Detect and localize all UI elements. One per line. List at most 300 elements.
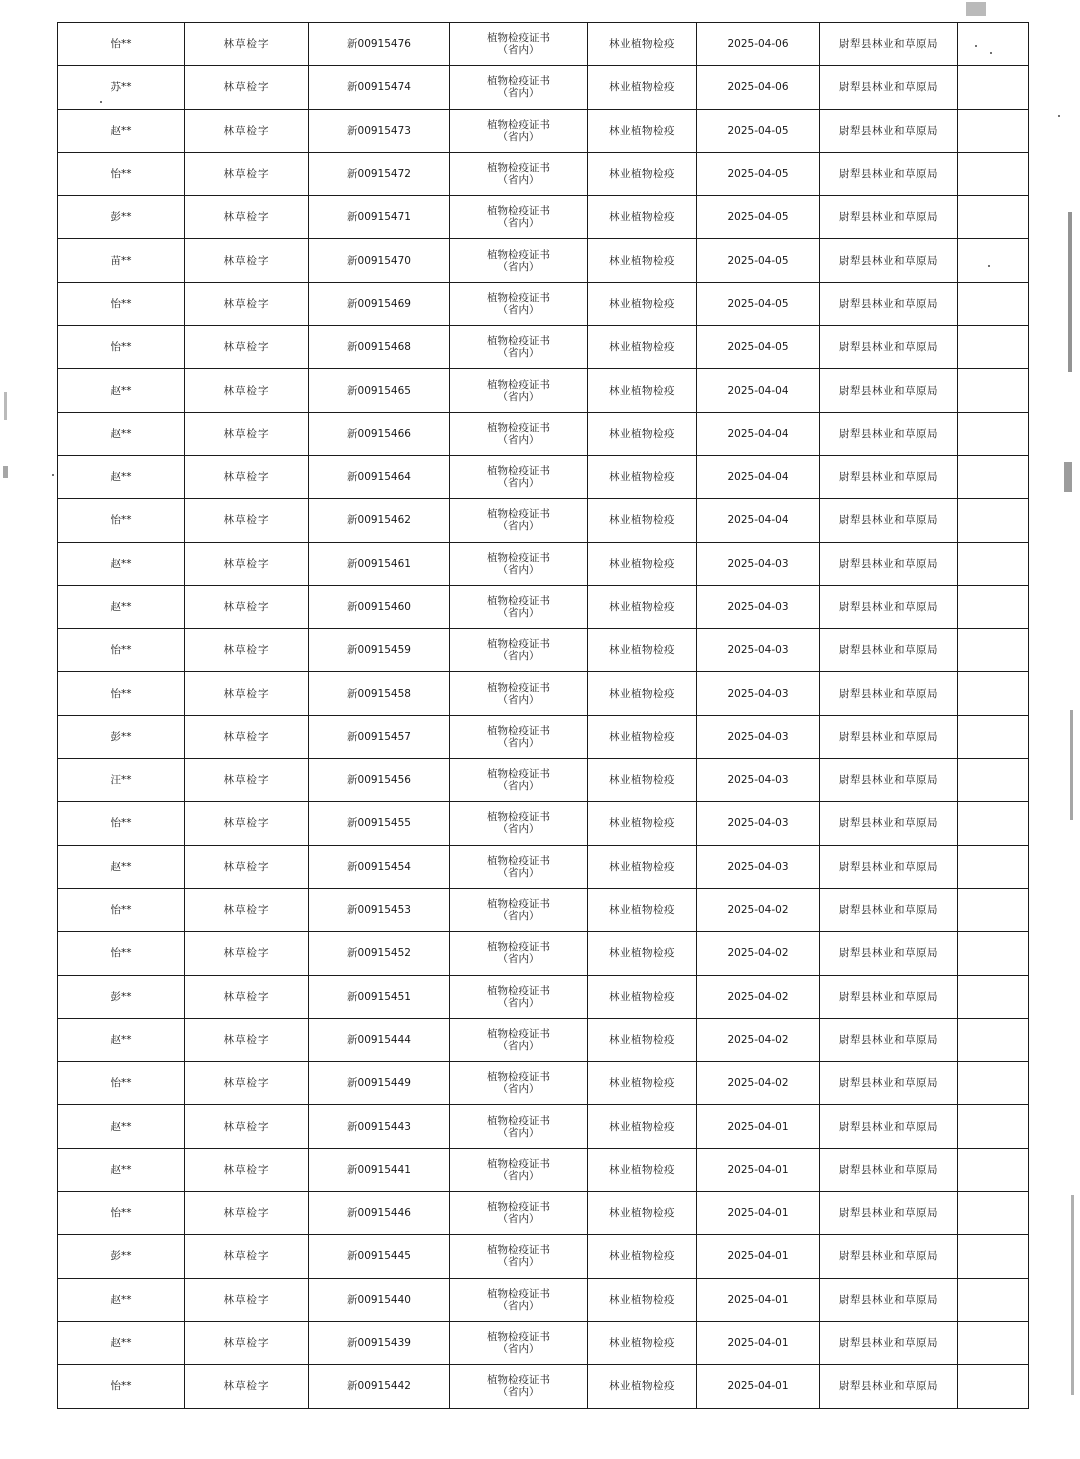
remark-cell [958, 1365, 1029, 1408]
certificate-type-line1: 植物检疫证书 [487, 465, 550, 478]
inspection-word-cell: 林草检字 [185, 66, 309, 109]
certificate-number-cell: 新00915452 [309, 932, 450, 975]
certificate-number-cell: 新00915449 [309, 1062, 450, 1105]
certificate-number-cell: 新00915453 [309, 888, 450, 931]
certificate-type-line1: 植物检疫证书 [487, 681, 550, 694]
inspection-word-cell: 林草检字 [185, 932, 309, 975]
inspection-word-cell: 林草检字 [185, 802, 309, 845]
certificate-type-line1: 植物检疫证书 [487, 1114, 550, 1127]
certificate-type-line2: （省内） [497, 347, 540, 360]
certificate-type-line2: （省内） [497, 174, 540, 187]
inspection-word-cell: 林草检字 [185, 412, 309, 455]
quarantine-category-cell: 林业植物检疫 [588, 585, 697, 628]
table-row [58, 1018, 1029, 1061]
applicant-name-cell: 怡** [58, 802, 185, 845]
table-row [58, 109, 1029, 152]
issuing-org-cell: 尉犁县林业和草原局 [820, 888, 958, 931]
remark-cell [958, 802, 1029, 845]
quarantine-category-cell: 林业植物检疫 [588, 23, 697, 66]
certificate-number-cell: 新00915460 [309, 585, 450, 628]
certificate-type-line1: 植物检疫证书 [487, 75, 550, 88]
issuing-org-cell: 尉犁县林业和草原局 [820, 1365, 958, 1408]
inspection-word-cell: 林草检字 [185, 1321, 309, 1364]
applicant-name-cell: 彭** [58, 196, 185, 239]
certificate-type-line1: 植物检疫证书 [487, 508, 550, 521]
remark-cell [958, 585, 1029, 628]
table-row [58, 412, 1029, 455]
scan-edge-mark-left-2 [3, 466, 8, 478]
remark-cell [958, 1148, 1029, 1191]
certificate-number-cell: 新00915476 [309, 23, 450, 66]
certificate-type-cell [450, 1018, 588, 1061]
quarantine-category-cell: 林业植物检疫 [588, 455, 697, 498]
issue-date-cell: 2025-04-02 [697, 1062, 820, 1105]
remark-cell [958, 715, 1029, 758]
remark-cell [958, 282, 1029, 325]
issuing-org-cell: 尉犁县林业和草原局 [820, 152, 958, 195]
certificate-type-line2: （省内） [497, 1169, 540, 1182]
quarantine-category-cell: 林业植物检疫 [588, 629, 697, 672]
certificate-type-line1: 植物检疫证书 [487, 1027, 550, 1040]
remark-cell [958, 109, 1029, 152]
inspection-word-cell: 林草检字 [185, 196, 309, 239]
document-sheet [57, 22, 1028, 1414]
inspection-word-cell: 林草检字 [185, 1105, 309, 1148]
applicant-name-cell: 赵** [58, 369, 185, 412]
inspection-word-cell: 林草检字 [185, 1148, 309, 1191]
certificate-type-line2: （省内） [497, 607, 540, 619]
table-row [58, 1235, 1029, 1278]
certificate-type-line2: （省内） [497, 44, 540, 57]
remark-cell [958, 1278, 1029, 1321]
remark-cell [958, 455, 1029, 498]
certificate-type-line1: 植物检疫证书 [487, 551, 550, 564]
inspection-word-cell: 林草检字 [185, 759, 309, 802]
table-row [58, 585, 1029, 628]
certificate-number-cell: 新00915457 [309, 715, 450, 758]
certificate-number-cell: 新00915441 [309, 1148, 450, 1191]
issue-date-cell: 2025-04-06 [697, 66, 820, 109]
inspection-word-cell: 林草检字 [185, 1235, 309, 1278]
issuing-org-cell: 尉犁县林业和草原局 [820, 1018, 958, 1061]
quarantine-category-cell: 林业植物检疫 [588, 715, 697, 758]
issue-date-cell: 2025-04-03 [697, 715, 820, 758]
remark-cell [958, 932, 1029, 975]
applicant-name-cell: 怡** [58, 932, 185, 975]
certificate-type-cell [450, 412, 588, 455]
issue-date-cell: 2025-04-03 [697, 759, 820, 802]
scan-edge-mark-right-2 [1070, 710, 1073, 820]
quarantine-category-cell: 林业植物检疫 [588, 66, 697, 109]
quarantine-category-cell: 林业植物检疫 [588, 412, 697, 455]
issuing-org-cell: 尉犁县林业和草原局 [820, 715, 958, 758]
remark-cell [958, 1235, 1029, 1278]
quarantine-category-cell: 林业植物检疫 [588, 845, 697, 888]
certificate-type-line2: （省内） [497, 780, 540, 793]
certificate-type-cell [450, 975, 588, 1018]
applicant-name-cell: 赵** [58, 1105, 185, 1148]
applicant-name-cell: 赵** [58, 1278, 185, 1321]
issuing-org-cell: 尉犁县林业和草原局 [820, 196, 958, 239]
inspection-word-cell: 林草检字 [185, 1365, 309, 1408]
remark-cell [958, 1321, 1029, 1364]
certificate-type-line2: （省内） [497, 260, 540, 273]
issuing-org-cell: 尉犁县林业和草原局 [820, 585, 958, 628]
table-row [58, 369, 1029, 412]
table-row [58, 326, 1029, 369]
issuing-org-cell: 尉犁县林业和草原局 [820, 542, 958, 585]
certificate-type-cell [450, 672, 588, 715]
issue-date-cell: 2025-04-01 [697, 1365, 820, 1408]
issue-date-cell: 2025-04-05 [697, 152, 820, 195]
table-row [58, 759, 1029, 802]
issuing-org-cell: 尉犁县林业和草原局 [820, 672, 958, 715]
issue-date-cell: 2025-04-05 [697, 282, 820, 325]
remark-cell [958, 888, 1029, 931]
certificate-type-line1: 植物检疫证书 [487, 941, 550, 954]
remark-cell [958, 1105, 1029, 1148]
quarantine-category-cell: 林业植物检疫 [588, 1192, 697, 1235]
certificate-type-line2: （省内） [497, 1213, 540, 1226]
quarantine-category-cell: 林业植物检疫 [588, 1018, 697, 1061]
certificate-type-line1: 植物检疫证书 [487, 768, 550, 781]
certificate-type-cell [450, 1105, 588, 1148]
applicant-name-cell: 怡** [58, 326, 185, 369]
quarantine-category-cell: 林业植物检疫 [588, 802, 697, 845]
applicant-name-cell: 赵** [58, 1321, 185, 1364]
remark-cell [958, 369, 1029, 412]
certificate-type-line1: 植物检疫证书 [487, 248, 550, 261]
issue-date-cell: 2025-04-02 [697, 975, 820, 1018]
issue-date-cell: 2025-04-02 [697, 932, 820, 975]
certificate-type-cell [450, 802, 588, 845]
issuing-org-cell: 尉犁县林业和草原局 [820, 975, 958, 1018]
certificate-number-cell: 新00915465 [309, 369, 450, 412]
remark-cell [958, 239, 1029, 282]
certificate-type-line1: 植物检疫证书 [487, 205, 550, 218]
table-row [58, 888, 1029, 931]
certificate-type-cell [450, 196, 588, 239]
issuing-org-cell: 尉犁县林业和草原局 [820, 455, 958, 498]
certificate-type-line2: （省内） [497, 996, 540, 1009]
remark-cell [958, 672, 1029, 715]
scan-edge-mark-right-4 [1064, 462, 1072, 492]
quarantine-category-cell: 林业植物检疫 [588, 369, 697, 412]
quarantine-category-cell: 林业植物检疫 [588, 1321, 697, 1364]
table-row [58, 66, 1029, 109]
certificate-type-line1: 植物检疫证书 [487, 291, 550, 304]
table-row [58, 802, 1029, 845]
issuing-org-cell: 尉犁县林业和草原局 [820, 1235, 958, 1278]
remark-cell [958, 975, 1029, 1018]
applicant-name-cell: 怡** [58, 888, 185, 931]
inspection-word-cell: 林草检字 [185, 715, 309, 758]
quarantine-category-cell: 林业植物检疫 [588, 932, 697, 975]
issue-date-cell: 2025-04-04 [697, 369, 820, 412]
table-row [58, 1321, 1029, 1364]
issuing-org-cell: 尉犁县林业和草原局 [820, 802, 958, 845]
quarantine-category-cell: 林业植物检疫 [588, 888, 697, 931]
certificate-type-line2: （省内） [497, 866, 540, 879]
certificate-type-cell [450, 109, 588, 152]
inspection-word-cell: 林草检字 [185, 585, 309, 628]
issuing-org-cell: 尉犁县林业和草原局 [820, 109, 958, 152]
certificate-type-line1: 植物检疫证书 [487, 1071, 550, 1084]
scan-speck [1058, 115, 1060, 117]
certificate-number-cell: 新00915458 [309, 672, 450, 715]
certificate-type-line2: （省内） [497, 1299, 540, 1312]
applicant-name-cell: 怡** [58, 282, 185, 325]
issue-date-cell: 2025-04-05 [697, 326, 820, 369]
table-row [58, 1365, 1029, 1408]
certificate-number-cell: 新00915440 [309, 1278, 450, 1321]
certificate-number-cell: 新00915443 [309, 1105, 450, 1148]
table-row [58, 1105, 1029, 1148]
table-row [58, 932, 1029, 975]
issuing-org-cell: 尉犁县林业和草原局 [820, 282, 958, 325]
scan-edge-mark-right-1 [1068, 212, 1072, 372]
certificate-number-cell: 新00915472 [309, 152, 450, 195]
certificate-type-line1: 植物检疫证书 [487, 638, 550, 651]
certificate-type-cell [450, 1278, 588, 1321]
certificate-number-cell: 新00915470 [309, 239, 450, 282]
remark-cell [958, 196, 1029, 239]
certificate-type-line1: 植物检疫证书 [487, 1331, 550, 1344]
issue-date-cell: 2025-04-01 [697, 1148, 820, 1191]
table-body [58, 23, 1029, 1409]
issue-date-cell: 2025-04-05 [697, 196, 820, 239]
inspection-word-cell: 林草检字 [185, 1018, 309, 1061]
certificate-type-cell [450, 66, 588, 109]
issue-date-cell: 2025-04-01 [697, 1192, 820, 1235]
certificate-type-line2: （省内） [497, 953, 540, 966]
certificate-type-line1: 植物检疫证书 [487, 811, 550, 824]
applicant-name-cell: 赵** [58, 585, 185, 628]
quarantine-category-cell: 林业植物检疫 [588, 1105, 697, 1148]
issuing-org-cell: 尉犁县林业和草原局 [820, 759, 958, 802]
certificate-type-cell [450, 1062, 588, 1105]
certificate-number-cell: 新00915468 [309, 326, 450, 369]
issue-date-cell: 2025-04-06 [697, 23, 820, 66]
issue-date-cell: 2025-04-01 [697, 1105, 820, 1148]
quarantine-category-cell: 林业植物检疫 [588, 499, 697, 542]
issue-date-cell: 2025-04-03 [697, 542, 820, 585]
issue-date-cell: 2025-04-02 [697, 1018, 820, 1061]
certificate-type-line1: 植物检疫证书 [487, 1244, 550, 1257]
applicant-name-cell: 赵** [58, 1018, 185, 1061]
certificate-number-cell: 新00915444 [309, 1018, 450, 1061]
quarantine-category-cell: 林业植物检疫 [588, 1148, 697, 1191]
certificate-type-cell [450, 932, 588, 975]
certificate-type-cell [450, 369, 588, 412]
certificate-number-cell: 新00915439 [309, 1321, 450, 1364]
table-row [58, 282, 1029, 325]
inspection-word-cell: 林草检字 [185, 109, 309, 152]
issuing-org-cell: 尉犁县林业和草原局 [820, 1148, 958, 1191]
applicant-name-cell: 赵** [58, 845, 185, 888]
issue-date-cell: 2025-04-03 [697, 672, 820, 715]
certificate-type-line2: （省内） [497, 1083, 540, 1096]
applicant-name-cell: 怡** [58, 629, 185, 672]
applicant-name-cell: 怡** [58, 1192, 185, 1235]
quarantine-category-cell: 林业植物检疫 [588, 1278, 697, 1321]
certificate-number-cell: 新00915461 [309, 542, 450, 585]
certificate-type-line1: 植物检疫证书 [487, 421, 550, 434]
applicant-name-cell: 怡** [58, 672, 185, 715]
certificate-type-line2: （省内） [497, 650, 540, 663]
quarantine-category-cell: 林业植物检疫 [588, 672, 697, 715]
certificate-type-cell [450, 152, 588, 195]
remark-cell [958, 23, 1029, 66]
applicant-name-cell: 怡** [58, 499, 185, 542]
issuing-org-cell: 尉犁县林业和草原局 [820, 932, 958, 975]
certificate-type-line2: （省内） [497, 1386, 540, 1399]
issue-date-cell: 2025-04-05 [697, 109, 820, 152]
certificate-type-line2: （省内） [497, 303, 540, 316]
certificate-type-line1: 植物检疫证书 [487, 1201, 550, 1214]
issuing-org-cell: 尉犁县林业和草原局 [820, 23, 958, 66]
inspection-word-cell: 林草检字 [185, 888, 309, 931]
applicant-name-cell: 怡** [58, 1365, 185, 1408]
certificate-number-cell: 新00915464 [309, 455, 450, 498]
quarantine-category-cell: 林业植物检疫 [588, 196, 697, 239]
certificate-type-line1: 植物检疫证书 [487, 378, 550, 391]
certificate-type-cell [450, 715, 588, 758]
certificate-number-cell: 新00915459 [309, 629, 450, 672]
scan-speck [52, 474, 54, 476]
quarantine-category-cell: 林业植物检疫 [588, 326, 697, 369]
inspection-word-cell: 林草检字 [185, 672, 309, 715]
issuing-org-cell: 尉犁县林业和草原局 [820, 1105, 958, 1148]
certificate-type-line1: 植物检疫证书 [487, 984, 550, 997]
certificate-type-cell [450, 1148, 588, 1191]
applicant-name-cell: 赵** [58, 109, 185, 152]
certificate-type-line1: 植物检疫证书 [487, 595, 550, 607]
remark-cell [958, 629, 1029, 672]
certificate-type-line2: （省内） [497, 693, 540, 706]
table-row [58, 196, 1029, 239]
certificate-type-line2: （省内） [497, 736, 540, 749]
certificate-type-line1: 植物检疫证书 [487, 1157, 550, 1170]
certificate-type-line1: 植物检疫证书 [487, 854, 550, 867]
applicant-name-cell: 苏** [58, 66, 185, 109]
issue-date-cell: 2025-04-02 [697, 888, 820, 931]
applicant-name-cell: 汪** [58, 759, 185, 802]
table-row [58, 629, 1029, 672]
applicant-name-cell: 怡** [58, 1062, 185, 1105]
remark-cell [958, 152, 1029, 195]
quarantine-category-cell: 林业植物检疫 [588, 152, 697, 195]
remark-cell [958, 499, 1029, 542]
certificate-type-cell [450, 23, 588, 66]
certificate-type-line2: （省内） [497, 477, 540, 490]
inspection-word-cell: 林草检字 [185, 239, 309, 282]
issuing-org-cell: 尉犁县林业和草原局 [820, 1278, 958, 1321]
certificate-number-cell: 新00915456 [309, 759, 450, 802]
certificate-type-line2: （省内） [497, 910, 540, 923]
table-row [58, 499, 1029, 542]
issuing-org-cell: 尉犁县林业和草原局 [820, 66, 958, 109]
certificate-type-cell [450, 326, 588, 369]
quarantine-category-cell: 林业植物检疫 [588, 759, 697, 802]
issue-date-cell: 2025-04-04 [697, 499, 820, 542]
table-row [58, 455, 1029, 498]
issuing-org-cell: 尉犁县林业和草原局 [820, 1321, 958, 1364]
table-row [58, 975, 1029, 1018]
certificate-number-cell: 新00915473 [309, 109, 450, 152]
issue-date-cell: 2025-04-04 [697, 412, 820, 455]
issuing-org-cell: 尉犁县林业和草原局 [820, 629, 958, 672]
table-row [58, 1192, 1029, 1235]
quarantine-category-cell: 林业植物检疫 [588, 1365, 697, 1408]
inspection-word-cell: 林草检字 [185, 1192, 309, 1235]
table-row [58, 715, 1029, 758]
quarantine-category-cell: 林业植物检疫 [588, 975, 697, 1018]
issue-date-cell: 2025-04-03 [697, 629, 820, 672]
certificate-number-cell: 新00915445 [309, 1235, 450, 1278]
inspection-word-cell: 林草检字 [185, 629, 309, 672]
certificate-type-line2: （省内） [497, 823, 540, 836]
certificate-type-cell [450, 629, 588, 672]
certificate-type-line2: （省内） [497, 563, 540, 576]
table-row [58, 672, 1029, 715]
issuing-org-cell: 尉犁县林业和草原局 [820, 1062, 958, 1105]
issue-date-cell: 2025-04-01 [697, 1278, 820, 1321]
remark-cell [958, 1018, 1029, 1061]
inspection-word-cell: 林草检字 [185, 369, 309, 412]
certificate-type-cell [450, 282, 588, 325]
quarantine-certificate-table [57, 22, 1029, 1409]
certificate-type-line2: （省内） [497, 87, 540, 100]
certificate-type-line2: （省内） [497, 1126, 540, 1139]
applicant-name-cell: 赵** [58, 1148, 185, 1191]
certificate-number-cell: 新00915469 [309, 282, 450, 325]
applicant-name-cell: 赵** [58, 455, 185, 498]
certificate-type-line2: （省内） [497, 217, 540, 230]
issue-date-cell: 2025-04-03 [697, 585, 820, 628]
table-row [58, 542, 1029, 585]
table-row [58, 845, 1029, 888]
inspection-word-cell: 林草检字 [185, 975, 309, 1018]
certificate-type-cell [450, 585, 588, 628]
inspection-word-cell: 林草检字 [185, 455, 309, 498]
table-row [58, 1148, 1029, 1191]
certificate-type-cell [450, 1192, 588, 1235]
certificate-type-cell [450, 759, 588, 802]
inspection-word-cell: 林草检字 [185, 1278, 309, 1321]
quarantine-category-cell: 林业植物检疫 [588, 109, 697, 152]
certificate-number-cell: 新00915442 [309, 1365, 450, 1408]
remark-cell [958, 412, 1029, 455]
remark-cell [958, 759, 1029, 802]
certificate-type-line1: 植物检疫证书 [487, 162, 550, 175]
remark-cell [958, 326, 1029, 369]
certificate-number-cell: 新00915466 [309, 412, 450, 455]
quarantine-category-cell: 林业植物检疫 [588, 282, 697, 325]
certificate-type-line1: 植物检疫证书 [487, 118, 550, 131]
remark-cell [958, 845, 1029, 888]
certificate-type-cell [450, 239, 588, 282]
table-row [58, 23, 1029, 66]
applicant-name-cell: 怡** [58, 152, 185, 195]
quarantine-category-cell: 林业植物检疫 [588, 1235, 697, 1278]
issue-date-cell: 2025-04-03 [697, 802, 820, 845]
issuing-org-cell: 尉犁县林业和草原局 [820, 239, 958, 282]
certificate-number-cell: 新00915455 [309, 802, 450, 845]
applicant-name-cell: 怡** [58, 23, 185, 66]
applicant-name-cell: 彭** [58, 975, 185, 1018]
issuing-org-cell: 尉犁县林业和草原局 [820, 1192, 958, 1235]
